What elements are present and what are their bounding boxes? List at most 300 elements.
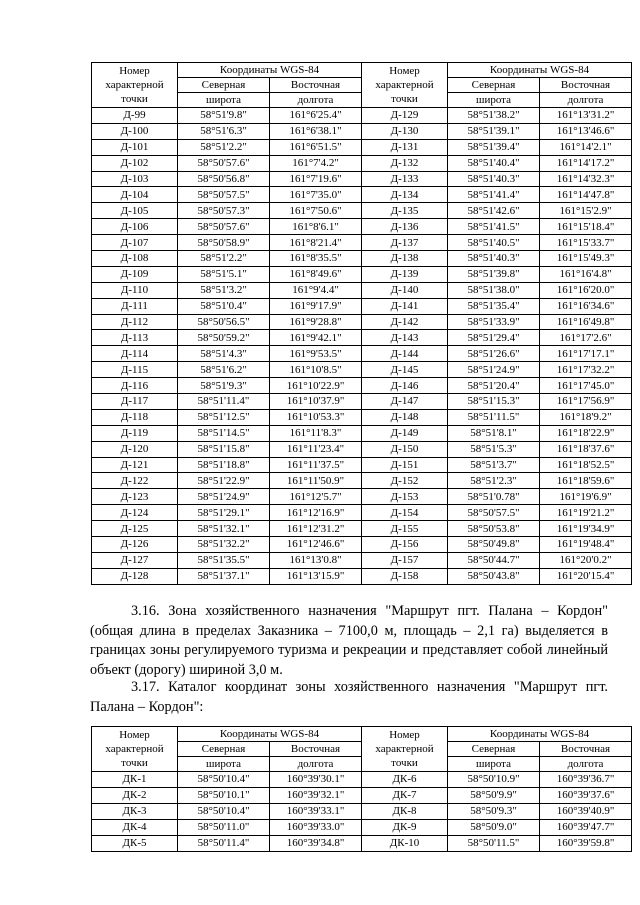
table-row (362, 804, 632, 820)
longitude-cell: 161°17'45.0" (540, 378, 632, 394)
table-row (92, 489, 362, 505)
point-number-cell: Д-153 (362, 489, 448, 505)
longitude-cell: 161°6'51.5" (270, 139, 362, 155)
header-latitude: Северная (448, 742, 540, 757)
header-longitude: Восточная (270, 78, 362, 93)
header-longitude-sub: долгота (270, 93, 362, 108)
table-row (362, 489, 632, 505)
latitude-cell: 58°50'9.0" (448, 820, 540, 836)
latitude-cell: 58°51'38.0" (448, 282, 540, 298)
table-row (92, 123, 362, 139)
point-number-cell: Д-118 (92, 409, 178, 425)
longitude-cell: 161°20'0.2" (540, 552, 632, 568)
longitude-cell: 161°13'46.6" (540, 123, 632, 139)
table-row (362, 505, 632, 521)
latitude-cell: 58°50'11.5" (448, 836, 540, 852)
header-coordinates: Координаты WGS-84 (448, 727, 632, 742)
point-number-cell: Д-103 (92, 171, 178, 187)
latitude-cell: 58°51'22.9" (178, 473, 270, 489)
table-row (362, 346, 632, 362)
table-row (92, 330, 362, 346)
table-row (362, 123, 632, 139)
point-number-cell: Д-130 (362, 123, 448, 139)
table-row (92, 568, 362, 584)
latitude-cell: 58°50'9.9" (448, 788, 540, 804)
latitude-cell: 58°51'15.8" (178, 441, 270, 457)
longitude-cell: 161°7'50.6" (270, 203, 362, 219)
table-row (92, 139, 362, 155)
table-row (362, 314, 632, 330)
point-number-cell: Д-131 (362, 139, 448, 155)
latitude-cell: 58°51'14.5" (178, 425, 270, 441)
latitude-cell: 58°51'6.2" (178, 362, 270, 378)
longitude-cell: 161°9'4.4" (270, 282, 362, 298)
longitude-cell: 161°19'21.2" (540, 505, 632, 521)
point-number-cell: Д-110 (92, 282, 178, 298)
latitude-cell: 58°51'40.3" (448, 171, 540, 187)
point-number-cell: Д-139 (362, 266, 448, 282)
latitude-cell: 58°51'40.4" (448, 155, 540, 171)
longitude-cell: 161°13'15.9" (270, 568, 362, 584)
point-number-cell: Д-140 (362, 282, 448, 298)
header-point-number: Номер характерной точки (362, 63, 448, 108)
longitude-cell: 161°6'38.1" (270, 123, 362, 139)
longitude-cell: 161°10'53.3" (270, 409, 362, 425)
longitude-cell: 161°17'2.6" (540, 330, 632, 346)
point-number-cell: Д-104 (92, 187, 178, 203)
table-row (362, 203, 632, 219)
longitude-cell: 161°8'21.4" (270, 235, 362, 251)
longitude-cell: 161°9'42.1" (270, 330, 362, 346)
header-point-number: Номер характерной точки (362, 727, 448, 772)
longitude-cell: 161°15'18.4" (540, 219, 632, 235)
header-latitude-sub: широта (448, 93, 540, 108)
table-row (362, 251, 632, 267)
longitude-cell: 161°7'4.2" (270, 155, 362, 171)
header-latitude-sub: широта (448, 757, 540, 772)
table-row (92, 219, 362, 235)
point-number-cell: Д-126 (92, 537, 178, 553)
point-number-cell: Д-106 (92, 219, 178, 235)
point-number-cell: Д-158 (362, 568, 448, 584)
longitude-cell: 160°39'32.1" (270, 788, 362, 804)
table-row (92, 171, 362, 187)
point-number-cell: Д-117 (92, 394, 178, 410)
table-row (362, 568, 632, 584)
table-row (362, 298, 632, 314)
longitude-cell: 161°16'4.8" (540, 266, 632, 282)
table-row (92, 788, 362, 804)
header-longitude-sub: долгота (540, 757, 632, 772)
table-row (362, 820, 632, 836)
point-number-cell: Д-114 (92, 346, 178, 362)
header-coordinates: Координаты WGS-84 (178, 727, 362, 742)
table-row (362, 394, 632, 410)
longitude-cell: 161°7'35.0" (270, 187, 362, 203)
point-number-cell: Д-154 (362, 505, 448, 521)
table-row (362, 552, 632, 568)
point-number-cell: Д-157 (362, 552, 448, 568)
latitude-cell: 58°51'6.3" (178, 123, 270, 139)
longitude-cell: 161°20'15.4" (540, 568, 632, 584)
longitude-cell: 161°11'37.5" (270, 457, 362, 473)
latitude-cell: 58°51'12.5" (178, 409, 270, 425)
table-row (92, 282, 362, 298)
latitude-cell: 58°51'11.4" (178, 394, 270, 410)
point-number-cell: Д-134 (362, 187, 448, 203)
longitude-cell: 161°10'22.9" (270, 378, 362, 394)
point-number-cell: Д-133 (362, 171, 448, 187)
table-row (362, 219, 632, 235)
longitude-cell: 161°11'23.4" (270, 441, 362, 457)
table-row (92, 552, 362, 568)
point-number-cell: Д-129 (362, 108, 448, 124)
latitude-cell: 58°50'57.5" (448, 505, 540, 521)
point-number-cell: ДК-6 (362, 772, 448, 788)
longitude-cell: 160°39'47.7" (540, 820, 632, 836)
longitude-cell: 161°12'16.9" (270, 505, 362, 521)
point-number-cell: Д-128 (92, 568, 178, 584)
point-number-cell: Д-135 (362, 203, 448, 219)
point-number-cell: Д-155 (362, 521, 448, 537)
header-longitude: Восточная (540, 742, 632, 757)
paragraph-3-17: 3.17. Каталог координат зоны хозяйственного назначения "Маршрут пгт. Палана – Кордон": (90, 679, 608, 715)
latitude-cell: 58°51'5.1" (178, 266, 270, 282)
table-row (362, 788, 632, 804)
header-longitude: Восточная (540, 78, 632, 93)
longitude-cell: 161°14'17.2" (540, 155, 632, 171)
point-number-cell: Д-144 (362, 346, 448, 362)
point-number-cell: Д-121 (92, 457, 178, 473)
point-number-cell: Д-108 (92, 251, 178, 267)
header-latitude: Северная (448, 78, 540, 93)
longitude-cell: 161°19'34.9" (540, 521, 632, 537)
longitude-cell: 161°16'20.0" (540, 282, 632, 298)
table-row (92, 804, 362, 820)
longitude-cell: 161°15'49.3" (540, 251, 632, 267)
point-number-cell: Д-123 (92, 489, 178, 505)
header-latitude-sub: широта (178, 757, 270, 772)
header-coordinates: Координаты WGS-84 (178, 63, 362, 78)
latitude-cell: 58°51'35.4" (448, 298, 540, 314)
longitude-cell: 161°18'22.9" (540, 425, 632, 441)
longitude-cell: 161°17'32.2" (540, 362, 632, 378)
latitude-cell: 58°51'29.1" (178, 505, 270, 521)
table-row (92, 314, 362, 330)
longitude-cell: 161°9'28.8" (270, 314, 362, 330)
longitude-cell: 161°11'50.9" (270, 473, 362, 489)
point-number-cell: Д-105 (92, 203, 178, 219)
longitude-cell: 161°9'17.9" (270, 298, 362, 314)
latitude-cell: 58°51'39.8" (448, 266, 540, 282)
table-row (362, 266, 632, 282)
point-number-cell: Д-143 (362, 330, 448, 346)
header-longitude-sub: долгота (270, 757, 362, 772)
header-point-number: Номер характерной точки (92, 727, 178, 772)
longitude-cell: 160°39'34.8" (270, 836, 362, 852)
table-row (362, 473, 632, 489)
longitude-cell: 161°14'47.8" (540, 187, 632, 203)
latitude-cell: 58°50'44.7" (448, 552, 540, 568)
longitude-cell: 161°14'2.1" (540, 139, 632, 155)
point-number-cell: Д-148 (362, 409, 448, 425)
latitude-cell: 58°51'39.4" (448, 139, 540, 155)
latitude-cell: 58°51'35.5" (178, 552, 270, 568)
point-number-cell: Д-101 (92, 139, 178, 155)
coords-table-d99-d128 (91, 62, 362, 585)
header-latitude: Северная (178, 742, 270, 757)
point-number-cell: Д-99 (92, 108, 178, 124)
latitude-cell: 58°50'57.5" (178, 187, 270, 203)
table-row (362, 187, 632, 203)
point-number-cell: Д-112 (92, 314, 178, 330)
table-row (362, 108, 632, 124)
longitude-cell: 161°12'46.6" (270, 537, 362, 553)
point-number-cell: Д-141 (362, 298, 448, 314)
latitude-cell: 58°51'24.9" (448, 362, 540, 378)
point-number-cell: Д-152 (362, 473, 448, 489)
latitude-cell: 58°50'57.6" (178, 155, 270, 171)
latitude-cell: 58°51'33.9" (448, 314, 540, 330)
latitude-cell: 58°51'18.8" (178, 457, 270, 473)
coords-table-dk6-dk10 (361, 726, 632, 852)
longitude-cell: 161°18'37.6" (540, 441, 632, 457)
longitude-cell: 161°10'8.5" (270, 362, 362, 378)
latitude-cell: 58°50'11.0" (178, 820, 270, 836)
latitude-cell: 58°50'9.3" (448, 804, 540, 820)
longitude-cell: 161°6'25.4" (270, 108, 362, 124)
latitude-cell: 58°51'42.6" (448, 203, 540, 219)
longitude-cell: 161°18'9.2" (540, 409, 632, 425)
point-number-cell: Д-147 (362, 394, 448, 410)
longitude-cell: 160°39'33.1" (270, 804, 362, 820)
longitude-cell: 160°39'30.1" (270, 772, 362, 788)
table-row (92, 473, 362, 489)
latitude-cell: 58°51'40.5" (448, 235, 540, 251)
latitude-cell: 58°50'57.3" (178, 203, 270, 219)
point-number-cell: Д-156 (362, 537, 448, 553)
longitude-cell: 161°19'6.9" (540, 489, 632, 505)
point-number-cell: Д-113 (92, 330, 178, 346)
latitude-cell: 58°51'41.5" (448, 219, 540, 235)
table-row (92, 235, 362, 251)
point-number-cell: Д-115 (92, 362, 178, 378)
longitude-cell: 161°7'19.6" (270, 171, 362, 187)
point-number-cell: ДК-7 (362, 788, 448, 804)
coords-table-dk1-dk5 (91, 726, 362, 852)
latitude-cell: 58°51'0.78" (448, 489, 540, 505)
point-number-cell: ДК-4 (92, 820, 178, 836)
longitude-cell: 160°39'40.9" (540, 804, 632, 820)
latitude-cell: 58°51'9.3" (178, 378, 270, 394)
table-row (92, 266, 362, 282)
longitude-cell: 161°13'31.2" (540, 108, 632, 124)
table-row (92, 820, 362, 836)
point-number-cell: Д-149 (362, 425, 448, 441)
point-number-cell: Д-146 (362, 378, 448, 394)
table-row (92, 362, 362, 378)
longitude-cell: 161°8'6.1" (270, 219, 362, 235)
point-number-cell: Д-111 (92, 298, 178, 314)
table-row (92, 203, 362, 219)
table-row (92, 346, 362, 362)
longitude-cell: 160°39'36.7" (540, 772, 632, 788)
table-row (92, 772, 362, 788)
table-row (92, 155, 362, 171)
table-row (92, 108, 362, 124)
latitude-cell: 58°50'59.2" (178, 330, 270, 346)
table-row (92, 505, 362, 521)
latitude-cell: 58°51'37.1" (178, 568, 270, 584)
table-row (92, 521, 362, 537)
latitude-cell: 58°51'5.3" (448, 441, 540, 457)
paragraph-3-16: 3.16. Зона хозяйственного назначения "Маршрут пгт. Палана – Кордон" (общая длина в пределах Заказника – 7100,0 м, площадь – 2,1 га) выделяется в границах зоны регулируемого туризма и рекреации и представляет собой линейный объект (дорогу) шириной 3,0 м. (90, 603, 608, 678)
longitude-cell: 161°12'5.7" (270, 489, 362, 505)
point-number-cell: Д-107 (92, 235, 178, 251)
latitude-cell: 58°50'56.5" (178, 314, 270, 330)
table-row (362, 171, 632, 187)
latitude-cell: 58°51'39.1" (448, 123, 540, 139)
longitude-cell: 161°11'8.3" (270, 425, 362, 441)
point-number-cell: Д-138 (362, 251, 448, 267)
longitude-cell: 161°16'34.6" (540, 298, 632, 314)
point-number-cell: ДК-10 (362, 836, 448, 852)
latitude-cell: 58°50'10.1" (178, 788, 270, 804)
coords-table-d129-d158 (361, 62, 632, 585)
latitude-cell: 58°51'2.2" (178, 251, 270, 267)
latitude-cell: 58°51'4.3" (178, 346, 270, 362)
point-number-cell: ДК-5 (92, 836, 178, 852)
point-number-cell: Д-100 (92, 123, 178, 139)
point-number-cell: ДК-2 (92, 788, 178, 804)
point-number-cell: Д-150 (362, 441, 448, 457)
table-row (362, 537, 632, 553)
latitude-cell: 58°51'3.7" (448, 457, 540, 473)
table-row (362, 235, 632, 251)
longitude-cell: 160°39'33.0" (270, 820, 362, 836)
latitude-cell: 58°51'15.3" (448, 394, 540, 410)
latitude-cell: 58°51'40.3" (448, 251, 540, 267)
latitude-cell: 58°51'24.9" (178, 489, 270, 505)
latitude-cell: 58°51'9.8" (178, 108, 270, 124)
table-row (92, 298, 362, 314)
latitude-cell: 58°50'57.6" (178, 219, 270, 235)
header-longitude: Восточная (270, 742, 362, 757)
table-row (362, 521, 632, 537)
longitude-cell: 161°15'33.7" (540, 235, 632, 251)
table-row (92, 441, 362, 457)
point-number-cell: Д-145 (362, 362, 448, 378)
point-number-cell: Д-116 (92, 378, 178, 394)
table-row (362, 836, 632, 852)
longitude-cell: 161°8'35.5" (270, 251, 362, 267)
table-row (92, 537, 362, 553)
longitude-cell: 161°10'37.9" (270, 394, 362, 410)
table-row (362, 362, 632, 378)
point-number-cell: ДК-3 (92, 804, 178, 820)
longitude-cell: 161°17'56.9" (540, 394, 632, 410)
table-row (92, 409, 362, 425)
point-number-cell: Д-119 (92, 425, 178, 441)
point-number-cell: Д-132 (362, 155, 448, 171)
longitude-cell: 160°39'37.6" (540, 788, 632, 804)
header-coordinates: Координаты WGS-84 (448, 63, 632, 78)
latitude-cell: 58°51'32.1" (178, 521, 270, 537)
longitude-cell: 161°12'31.2" (270, 521, 362, 537)
longitude-cell: 161°9'53.5" (270, 346, 362, 362)
point-number-cell: Д-122 (92, 473, 178, 489)
latitude-cell: 58°51'2.3" (448, 473, 540, 489)
point-number-cell: ДК-1 (92, 772, 178, 788)
latitude-cell: 58°51'29.4" (448, 330, 540, 346)
longitude-cell: 161°18'52.5" (540, 457, 632, 473)
longitude-cell: 160°39'59.8" (540, 836, 632, 852)
latitude-cell: 58°50'56.8" (178, 171, 270, 187)
longitude-cell: 161°8'49.6" (270, 266, 362, 282)
latitude-cell: 58°50'10.4" (178, 804, 270, 820)
latitude-cell: 58°51'20.4" (448, 378, 540, 394)
table-row (362, 139, 632, 155)
latitude-cell: 58°50'49.8" (448, 537, 540, 553)
point-number-cell: Д-124 (92, 505, 178, 521)
table-row (362, 425, 632, 441)
latitude-cell: 58°51'2.2" (178, 139, 270, 155)
table-row (362, 409, 632, 425)
table-row (362, 457, 632, 473)
longitude-cell: 161°16'49.8" (540, 314, 632, 330)
table-row (92, 251, 362, 267)
latitude-cell: 58°51'11.5" (448, 409, 540, 425)
table-row (362, 441, 632, 457)
table-row (362, 378, 632, 394)
latitude-cell: 58°51'8.1" (448, 425, 540, 441)
point-number-cell: Д-142 (362, 314, 448, 330)
table-row (92, 187, 362, 203)
header-longitude-sub: долгота (540, 93, 632, 108)
latitude-cell: 58°51'26.6" (448, 346, 540, 362)
header-point-number: Номер характерной точки (92, 63, 178, 108)
table-row (362, 282, 632, 298)
longitude-cell: 161°18'59.6" (540, 473, 632, 489)
longitude-cell: 161°14'32.3" (540, 171, 632, 187)
point-number-cell: Д-120 (92, 441, 178, 457)
latitude-cell: 58°51'3.2" (178, 282, 270, 298)
table-row (362, 155, 632, 171)
latitude-cell: 58°50'10.4" (178, 772, 270, 788)
longitude-cell: 161°19'48.4" (540, 537, 632, 553)
longitude-cell: 161°15'2.9" (540, 203, 632, 219)
table-row (92, 836, 362, 852)
latitude-cell: 58°51'32.2" (178, 537, 270, 553)
table-row (362, 772, 632, 788)
table-row (92, 378, 362, 394)
point-number-cell: Д-136 (362, 219, 448, 235)
table-row (92, 425, 362, 441)
point-number-cell: ДК-9 (362, 820, 448, 836)
point-number-cell: ДК-8 (362, 804, 448, 820)
point-number-cell: Д-125 (92, 521, 178, 537)
latitude-cell: 58°50'10.9" (448, 772, 540, 788)
latitude-cell: 58°50'53.8" (448, 521, 540, 537)
header-latitude-sub: широта (178, 93, 270, 108)
longitude-cell: 161°13'0.8" (270, 552, 362, 568)
latitude-cell: 58°51'38.2" (448, 108, 540, 124)
point-number-cell: Д-109 (92, 266, 178, 282)
point-number-cell: Д-102 (92, 155, 178, 171)
table-row (362, 330, 632, 346)
point-number-cell: Д-127 (92, 552, 178, 568)
longitude-cell: 161°17'17.1" (540, 346, 632, 362)
